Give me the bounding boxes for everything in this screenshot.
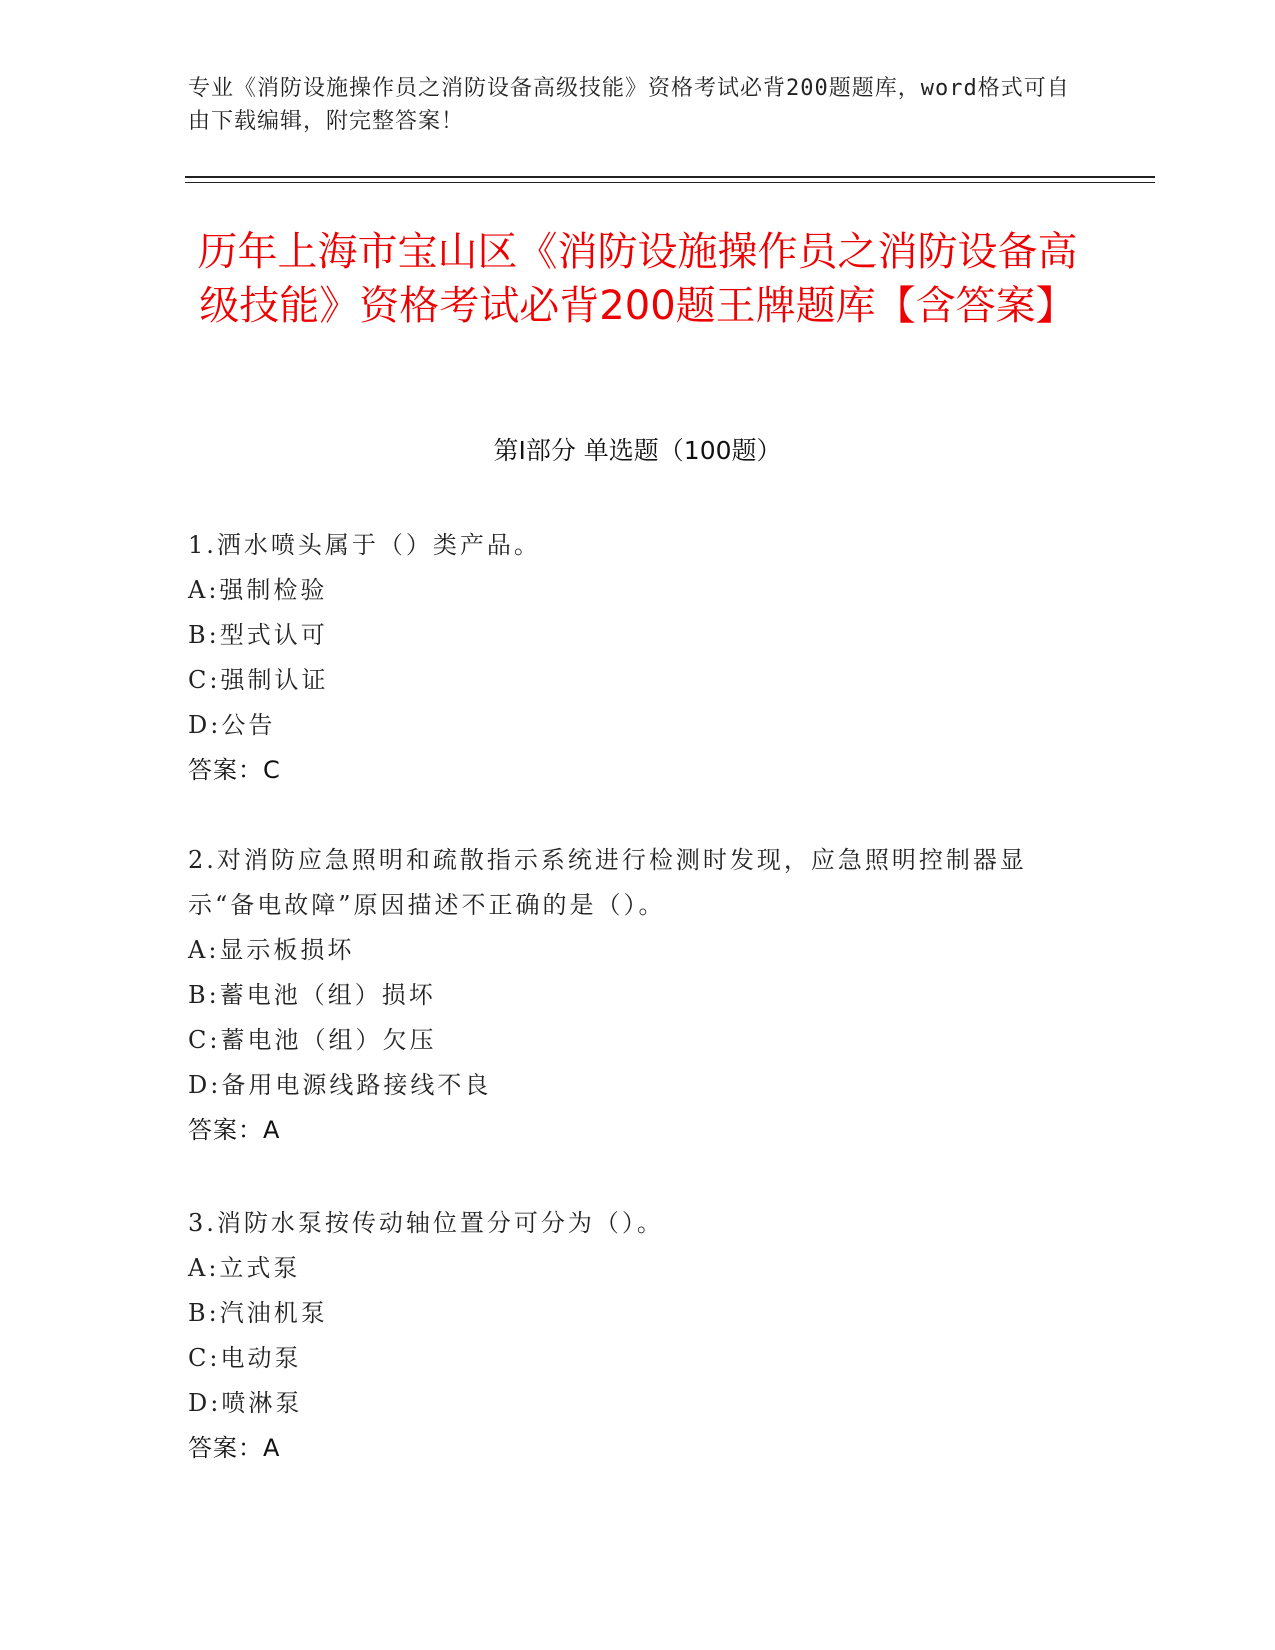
option-a: A:强制检验 [188, 576, 328, 604]
option-c: C:电动泵 [188, 1344, 302, 1372]
question-stem: 1.洒水喷头属于（）类产品。 [188, 531, 541, 559]
option-a: A:立式泵 [188, 1254, 301, 1282]
option-b: B:汽油机泵 [188, 1299, 328, 1327]
answer-line: 答案：A [188, 1434, 281, 1462]
document-title: 历年上海市宝山区《消防设施操作员之消防设备高级技能》资格考试必背200题王牌题库【含答案】 [197, 229, 1078, 329]
question-block [188, 838, 1068, 1153]
option-b: B:型式认可 [188, 621, 328, 649]
section-heading: 第Ⅰ部分 单选题（100题） [493, 436, 782, 465]
question-stem: 2.对消防应急照明和疏散指示系统进行检测时发现，应急照明控制器显示“备电故障”原因描述不正确的是（）。 [188, 846, 1027, 919]
option-a: A:显示板损坏 [188, 936, 355, 964]
option-b: B:蓄电池（组）损坏 [188, 981, 436, 1009]
option-c: C:强制认证 [188, 666, 329, 694]
answer-line: 答案：C [188, 756, 281, 784]
answer-line: 答案：A [188, 1116, 281, 1144]
question-block [188, 1201, 1068, 1471]
header-divider-thin [185, 182, 1155, 183]
option-d: D:备用电源线路接线不良 [188, 1071, 492, 1099]
option-c: C:蓄电池（组）欠压 [188, 1026, 437, 1054]
header-note: 专业《消防设施操作员之消防设备高级技能》资格考试必背200题题库，word格式可自由下载编辑，附完整答案！ [188, 76, 1070, 134]
question-block [188, 523, 1068, 793]
question-stem: 3.消防水泵按传动轴位置分可分为（）。 [188, 1209, 664, 1237]
option-d: D:喷淋泵 [188, 1389, 303, 1417]
header-divider-thick [185, 176, 1155, 178]
option-d: D:公告 [188, 711, 276, 739]
